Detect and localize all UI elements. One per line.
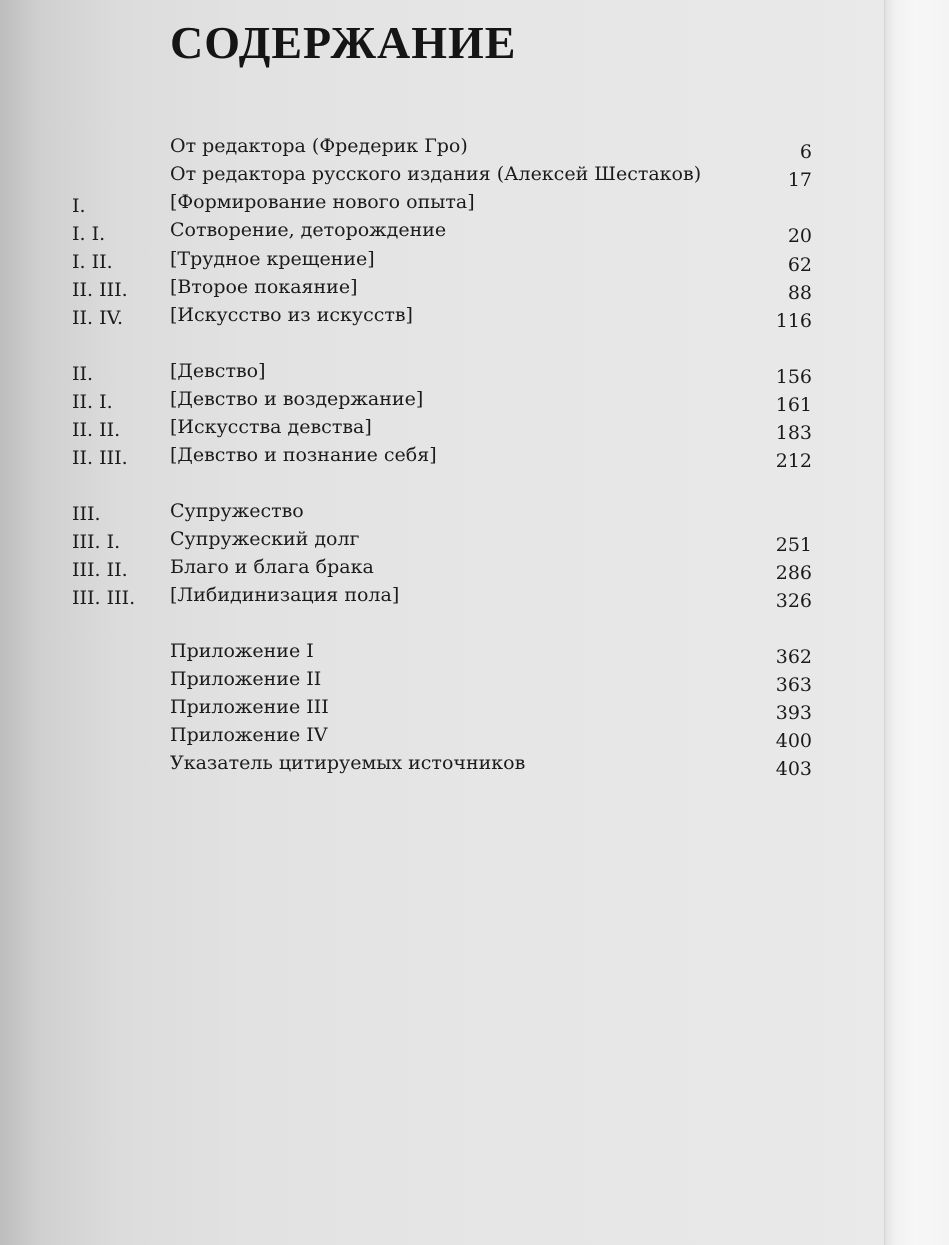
toc-row xyxy=(0,525,860,556)
toc-page-number: 156 xyxy=(775,366,812,388)
toc-page-number: 62 xyxy=(787,254,812,276)
toc-page-number: 161 xyxy=(775,394,812,416)
toc-page-number: 326 xyxy=(775,590,812,612)
toc-row xyxy=(0,749,860,780)
toc-row xyxy=(0,581,860,612)
toc-row xyxy=(0,188,860,216)
toc-section-number: II. xyxy=(72,363,94,385)
toc-entry-title: Приложение IV xyxy=(170,724,328,746)
toc-section-number: II. III. xyxy=(72,447,128,469)
toc-entry-title: Супружеский долг xyxy=(170,528,360,550)
toc-row xyxy=(0,637,860,668)
toc-row xyxy=(0,665,860,696)
toc-page-number: 400 xyxy=(775,730,812,752)
toc-page-number: 6 xyxy=(799,141,812,163)
toc-row xyxy=(0,160,860,191)
toc-entry-title: [Формирование нового опыта] xyxy=(170,191,475,213)
toc-row xyxy=(0,497,860,525)
toc-row xyxy=(0,385,860,416)
toc-page-number: 286 xyxy=(775,562,812,584)
toc-page-number: 88 xyxy=(787,282,812,304)
toc-entry-title: Сотворение, деторождение xyxy=(170,219,447,241)
toc-section-number: III. II. xyxy=(72,559,128,581)
toc-section-number: I. I. xyxy=(72,223,106,245)
toc-entry-title: [Второе покаяние] xyxy=(170,276,358,298)
toc-entry-title: Благо и блага брака xyxy=(170,556,374,578)
toc-section-number: I. II. xyxy=(72,251,113,273)
toc-section-number: III. I. xyxy=(72,531,121,553)
toc-page-number: 363 xyxy=(775,674,812,696)
toc-page-number: 212 xyxy=(775,450,812,472)
toc-row xyxy=(0,132,860,163)
toc-entry-title: Приложение I xyxy=(170,640,314,662)
toc-section-number: II. II. xyxy=(72,419,121,441)
toc-entry-title: [Трудное крещение] xyxy=(170,248,375,270)
toc-entry-title: [Искусства девства] xyxy=(170,416,372,438)
toc-page-number: 362 xyxy=(775,646,812,668)
toc-entry-title: От редактора (Фредерик Гро) xyxy=(170,135,468,157)
toc-entry-title: [Девство и познание себя] xyxy=(170,444,437,466)
toc-row xyxy=(0,301,860,332)
toc-entry-title: Приложение II xyxy=(170,668,322,690)
toc-entry-title: Указатель цитируемых источников xyxy=(170,752,526,774)
toc-page-number: 403 xyxy=(775,758,812,780)
toc-row xyxy=(0,441,860,472)
toc-section-number: III. III. xyxy=(72,587,136,609)
toc-entry-title: Приложение III xyxy=(170,696,329,718)
toc-entry-title: [Девство и воздержание] xyxy=(170,388,424,410)
toc-section-number: III. xyxy=(72,503,101,525)
toc-row xyxy=(0,216,860,247)
toc-page-number: 393 xyxy=(775,702,812,724)
toc-entry-title: [Искусство из искусств] xyxy=(170,304,413,326)
toc-section-number: II. IV. xyxy=(72,307,124,329)
toc-page-number: 183 xyxy=(775,422,812,444)
toc-page-number: 251 xyxy=(775,534,812,556)
toc-row xyxy=(0,693,860,724)
toc-page-number: 17 xyxy=(787,169,812,191)
page-title: СОДЕРЖАНИЕ xyxy=(170,17,517,68)
toc-row xyxy=(0,273,860,304)
toc-row xyxy=(0,413,860,444)
toc-section-number: II. III. xyxy=(72,279,128,301)
toc-entry-title: Супружество xyxy=(170,500,304,522)
toc-section-number: I. xyxy=(72,195,86,217)
toc-entry-title: От редактора русского издания (Алексей Шестаков) xyxy=(170,163,702,185)
toc-row xyxy=(0,245,860,276)
toc-page-number: 116 xyxy=(775,310,812,332)
toc-row xyxy=(0,553,860,584)
toc-entry-title: [Либидинизация пола] xyxy=(170,584,400,606)
toc-row xyxy=(0,357,860,388)
toc-row xyxy=(0,721,860,752)
toc-entry-title: [Девство] xyxy=(170,360,266,382)
toc-section-number: II. I. xyxy=(72,391,113,413)
toc-page-number: 20 xyxy=(787,225,812,247)
